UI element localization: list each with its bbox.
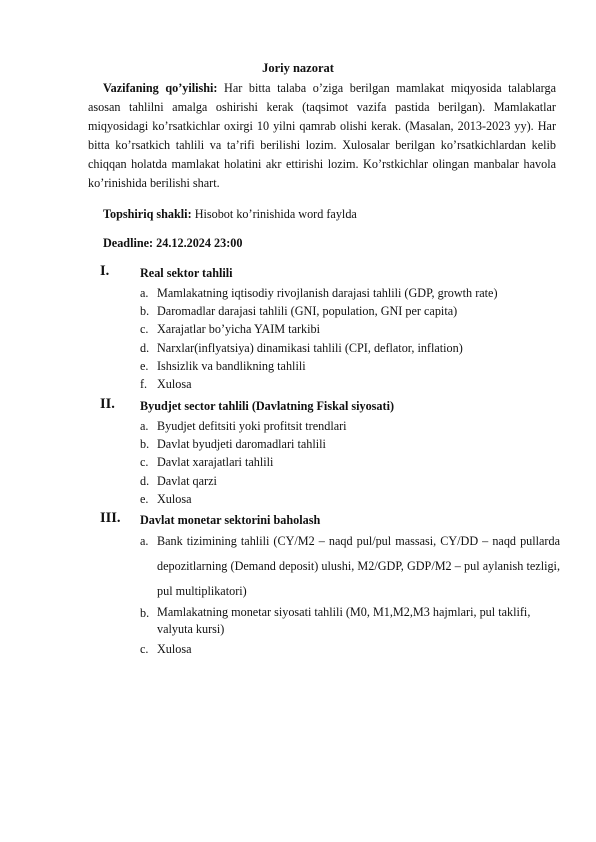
- deadline-line: [103, 236, 242, 251]
- section-number: I.: [100, 263, 110, 279]
- list-marker: a.: [140, 286, 149, 300]
- list-marker: c.: [140, 642, 149, 656]
- list-marker: e.: [140, 359, 149, 373]
- list-item-text: Davlat qarzi: [157, 474, 217, 488]
- document-title: Joriy nazorat: [262, 61, 334, 75]
- list-marker: c.: [140, 455, 149, 469]
- list-item-text: Daromadlar darajasi tahlili (GNI, population, GNI per capita): [157, 304, 458, 318]
- list-marker: d.: [140, 341, 150, 355]
- list-marker: b.: [140, 304, 150, 318]
- list-marker: e.: [140, 492, 149, 506]
- list-marker: a.: [140, 419, 149, 433]
- list-marker: f.: [140, 377, 148, 391]
- list-item-text: Bank tizimining tahlili (CY/M2 – naqd pul/pul massasi, CY/DD – naqd pullarda depozitlarning (Demand deposit) ulushi, M2/GDP, GDP/M2 – pul aylanish tezligi, pul multiplikatori): [157, 534, 560, 598]
- list-marker: c.: [140, 322, 149, 336]
- intro-paragraph: [88, 79, 556, 194]
- intro-text: Har bitta talaba o’ziga berilgan mamlakat miqyosida talablarga asosan tahlilni amalga oshirishi kerak (taqsimot vazifa pastida berilgan). Mamlakatlar miqyosidagi ko’rsatkichlar oxirgi 10 yilni qamrab olishi kerak. (Masalan, 2013-2023 yy). Har bitta ko’rsatkich tahlili va ta’rifi berilishi lozim. Xulosalar berilgan ko’rsatkichlardan kelib chiqqan holatda mamlakat holatini akr ettirishi lozim. Ko’rstkichlar olingan manbalar havola ko’rinishida berilishi shart.: [88, 81, 556, 191]
- list-marker: b.: [140, 606, 150, 620]
- list-marker: d.: [140, 474, 150, 488]
- list-marker: a.: [140, 534, 149, 548]
- task-form-line: [103, 207, 357, 222]
- section-title: Real sektor tahlili: [140, 266, 233, 280]
- section-number: II.: [100, 396, 115, 412]
- list-item-text: Mamlakatning monetar siyosati tahlili (M0, M1,M2,M3 hajmlari, pul taklifi, valyuta kursi): [157, 605, 531, 636]
- list-item-text: Narxlar(inflyatsiya) dinamikasi tahlili (CPI, deflator, inflation): [157, 341, 463, 355]
- list-item-text: Davlat xarajatlari tahlili: [157, 455, 274, 469]
- section-title: Davlat monetar sektorini baholash: [140, 513, 321, 527]
- list-item-text: Xarajatlar bo’yicha YAIM tarkibi: [157, 322, 321, 336]
- section-title: Byudjet sector tahlili (Davlatning Fiskal siyosati): [140, 399, 395, 413]
- list-item-text: Davlat byudjeti daromadlari tahlili: [157, 437, 326, 451]
- list-item-text: Mamlakatning iqtisodiy rivojlanish darajasi tahlili (GDP, growth rate): [157, 286, 498, 300]
- list-item-text: Xulosa: [157, 492, 192, 506]
- list-marker: b.: [140, 437, 150, 451]
- list-item-text: Xulosa: [157, 377, 192, 391]
- task-form-value: Hisobot ko’rinishida word faylda: [191, 207, 357, 221]
- list-item-text: Xulosa: [157, 642, 192, 656]
- deadline-label: Deadline: 24.12.2024 23:00: [103, 236, 243, 250]
- list-item-text: Byudjet defitsiti yoki profitsit trendlari: [157, 419, 347, 433]
- section-number: III.: [100, 510, 121, 526]
- intro-lead: Vazifaning qo’yilishi:: [103, 81, 218, 95]
- task-form-label: Topshiriq shakli:: [103, 207, 192, 221]
- list-item-text: Ishsizlik va bandlikning tahlili: [157, 359, 306, 373]
